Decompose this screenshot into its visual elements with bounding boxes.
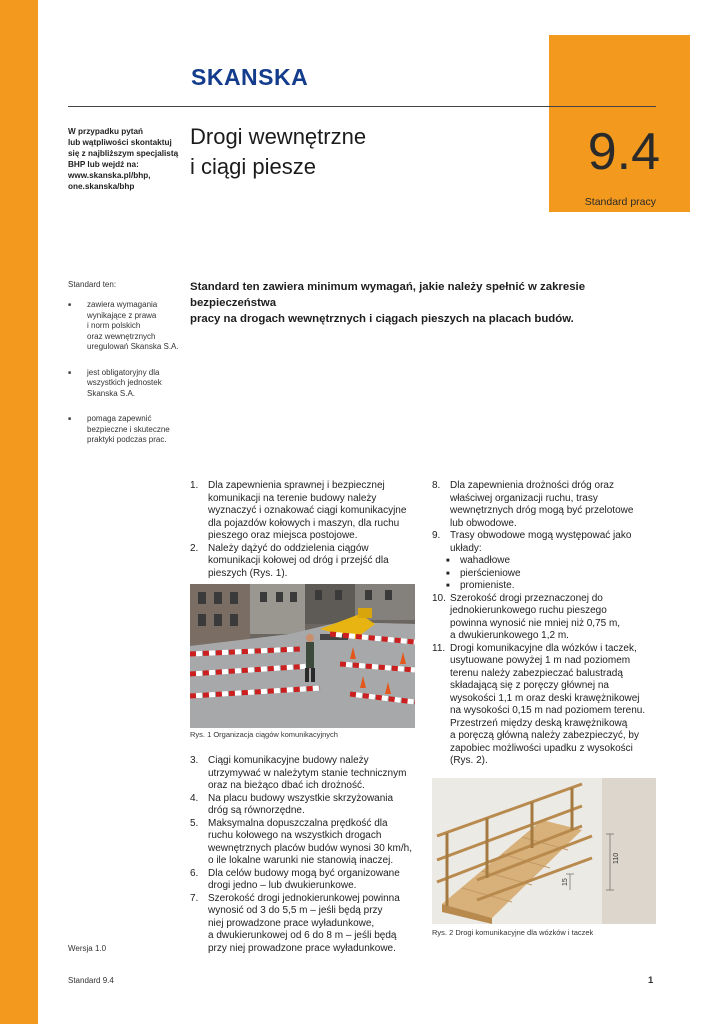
sub-list-item: ■ promieniste. <box>446 580 662 593</box>
page-title: Drogi wewnętrzne i ciągi piesze <box>190 124 367 179</box>
sidebar-heading: Standard ten: <box>68 280 117 289</box>
sidebar-item: ■ jest obligatoryjny dla wszystkich jednostek Skanska S.A. <box>68 368 180 400</box>
skanska-logo: SKANSKA <box>191 64 309 90</box>
list-item: 9. Trasy obwodowe mogą występować jako układy: <box>432 530 632 554</box>
figure-2-illustration <box>432 778 656 924</box>
figure-1-illustration <box>190 584 415 728</box>
figure-1-caption: Rys. 1 Organizacja ciągów komunikacyjnych <box>190 730 338 739</box>
dimension-15: 15 <box>562 878 569 886</box>
contact-info: W przypadku pytań lub wątpliwości skontaktuj się z najbliższym specjalistą BHP lub wejdź na: www.skanska.pl/bhp, one.skanska/bhp <box>68 127 179 191</box>
list-item: 2. Należy dążyć do oddzielenia ciągów komunikacji kołowej od dróg i przejść dla pieszych (Rys. 1). <box>190 542 389 579</box>
list-item: 10. Szerokość drogi przeznaczonej do jednokierunkowego ruchu pieszego powinna wynosić nie mniej niż 0,75 m, a dwukierunkowego 1,2 m. <box>432 592 621 641</box>
standard-number: 9.4 <box>587 123 660 181</box>
sub-list <box>432 555 662 593</box>
list-item: 11. Drogi komunikacyjne dla wózków i taczek, usytuowane powyżej 1 m nad poziomem terenu należy zabezpieczać balustradą składającą się z poręczy głównej na wysokości 1,1 m oraz deski krawężnikowej na wysokości 0,15 m nad poziomem terenu. Przestrzeń między deską krawężnikową a poręczą główną należy zabezpieczyć, by zapobiec możliwości upadku z wysokości (Rys. 2). <box>432 642 646 766</box>
standard-label: Standard pracy <box>584 196 656 208</box>
list-item: 6. Dla celów budowy mogą być organizowane drogi jedno – lub dwukierunkowe. <box>190 867 400 891</box>
figure-2-caption: Rys. 2 Drogi komunikacyjne dla wózków i taczek <box>432 928 594 937</box>
list-item: 7. Szerokość drogi jednokierunkowej powinna wynosić od 3 do 5,5 m – jeśli będą przy niej prowadzone prace wyładunkowe, a dwukierunkowej od 6 do 8 m – jeśli będą przy niej prowadzone prace wyładunkowe. <box>190 892 400 954</box>
contact-link: www.skanska.pl/bhp, <box>68 171 151 180</box>
sidebar-item: ■ zawiera wymagania wynikające z prawa i norm polskich oraz wewnętrznych uregulowań Skanska S.A. <box>68 300 180 353</box>
sub-list-item: ■ wahadłowe <box>446 555 662 568</box>
left-column-bottom <box>190 755 425 955</box>
footer-standard: Standard 9.4 <box>68 976 114 985</box>
orange-side-bar <box>0 0 38 1024</box>
right-column <box>432 480 662 768</box>
contact-link: one.skanska/bhp <box>68 182 135 191</box>
sidebar-list <box>68 300 180 461</box>
left-column-top <box>190 480 420 580</box>
list-item: 5. Maksymalna dopuszczalna prędkość dla ruchu kołowego na wszystkich drogach wewnętrznych placów budów wynosi 30 km/h, o ile lokalne warunki nie stanowią inaczej. <box>190 817 412 866</box>
list-item: 1. Dla zapewnienia sprawnej i bezpiecznej komunikacji na terenie budowy należy wyznaczyć i oznakować ciągi komunikacyjne dla pojazdów kołowych i maszyn, dla ruchu pieszego oraz miejsca postojowe. <box>190 480 407 541</box>
dimension-110: 110 <box>613 852 620 864</box>
intro-text: Standard ten zawiera minimum wymagań, jakie należy spełnić w zakresie bezpieczeństwa pracy na drogach wewnętrznych i ciągach pieszych na placach budów. <box>190 281 586 325</box>
list-item: 8. Dla zapewnienia drożności dróg oraz właściwej organizacji ruchu, trasy wewnętrznych dróg mogą być przelotowe lub obwodowe. <box>432 480 634 529</box>
page-number: 1 <box>648 975 654 986</box>
list-item: 4. Na placu budowy wszystkie skrzyżowania dróg są równorzędne. <box>190 792 394 816</box>
header-rule <box>68 106 656 107</box>
version-label: Wersja 1.0 <box>68 944 107 953</box>
sidebar-item: ■ pomaga zapewnić bezpieczne i skuteczne praktyki podczas prac. <box>68 414 180 446</box>
list-item: 3. Ciągi komunikacyjne budowy należy utrzymywać w należytym stanie technicznym oraz na bieżąco dbać ich drożność. <box>190 755 407 791</box>
sub-list-item: ■ pierścieniowe <box>446 568 662 581</box>
